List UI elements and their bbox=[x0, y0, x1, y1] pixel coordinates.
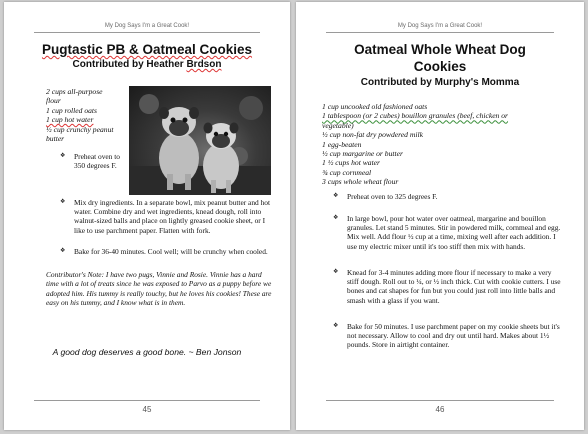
ingredient: 1 cup uncooked old fashioned oats bbox=[322, 102, 428, 111]
ingredient: ½ cup margarine or butter bbox=[322, 149, 403, 159]
ingredient: ½ cup non-fat dry powdered milk bbox=[322, 130, 423, 140]
ingredient: 1 cup rolled oats bbox=[46, 105, 97, 115]
pugs-illustration bbox=[129, 86, 271, 195]
recipe-title: Oatmeal Whole Wheat Dog bbox=[354, 42, 526, 57]
ingredient: 1 ½ cups hot water bbox=[322, 158, 381, 168]
page-number: 45 bbox=[142, 405, 152, 414]
ingredient-list bbox=[322, 102, 508, 187]
ingredient-list bbox=[46, 87, 113, 143]
ingredient: 1 tablespoon (or 2 cubes) bouillon granules (beef, chicken or bbox=[322, 111, 509, 121]
bullet-icon: ❖ bbox=[60, 199, 66, 205]
bullet-icon: ❖ bbox=[333, 269, 339, 275]
bullet-icon: ❖ bbox=[60, 248, 66, 254]
page-quote: A good dog deserves a good bone. ~ Ben Jonson bbox=[52, 347, 242, 357]
recipe-step: Preheat oven to 350 degrees F. bbox=[74, 152, 120, 171]
recipe-title: Pugtastic PB & Oatmeal Cookies bbox=[41, 42, 253, 57]
recipe-byline: Contributed by Heather Brdson bbox=[72, 59, 222, 70]
recipe-step: Preheat oven to 325 degrees F. bbox=[347, 192, 438, 201]
contributor-note: Contributor's Note: I have two pugs, Vinnie and Rosie. Vinnie has a hard time with a lot of treats since he was exposed to Parvo as a puppy before we adopted him. His tummy is really touchy, but he loves his cookies! These are easy on his tummy, and I know what is in them. bbox=[46, 270, 272, 308]
page-number: 46 bbox=[435, 405, 445, 414]
recipe-step: In large bowl, pour hot water over oatmeal, margarine and bouillon granules. Let stand 5 minutes. Stir in powdered milk, cornmeal and egg. Mix well. Add flour ½ cup at a time, mixing well after each addition. I use my electric mixer until it's too stiff then mix with hands. bbox=[347, 214, 561, 251]
bullet-icon: ❖ bbox=[333, 193, 339, 199]
recipe-title-line2: Cookies bbox=[413, 59, 467, 74]
footer-divider bbox=[326, 400, 554, 401]
recipe-step: ❖ Bake for 36-40 minutes. Cool well; will be crunchy when cooled. bbox=[60, 247, 268, 256]
recipe-step: Knead for 3-4 minutes adding more flour if necessary to make a very stiff dough. Roll out to ¼, or ½ inch thick. Cut with cookie cutters. I use bones and cat shapes for fun but you could just roll into little balls and smash with a glass if you want. bbox=[347, 268, 561, 305]
page-46 bbox=[296, 2, 584, 430]
ingredient: ¾ cup cornmeal bbox=[322, 167, 372, 177]
running-header: My Dog Says I'm a Great Cook! bbox=[104, 23, 190, 29]
ingredient: 2 cups all-purpose bbox=[46, 87, 103, 96]
ingredient: ½ cup crunchy peanut bbox=[46, 124, 114, 134]
recipe-step: Bake for 50 minutes. I use parchment paper on my cookie sheets but it's not necessary. Allow to cool and dry out until hard. Makes about 1½ pounds. Store in airtight container. bbox=[347, 322, 560, 350]
ingredient: butter bbox=[46, 134, 65, 144]
bullet-icon: ❖ bbox=[60, 153, 66, 159]
ingredient: 1 cup hot water bbox=[46, 115, 94, 125]
footer-divider bbox=[34, 400, 260, 401]
header-divider bbox=[34, 32, 260, 33]
bullet-icon: ❖ bbox=[333, 215, 339, 221]
page-45 bbox=[4, 2, 290, 430]
ingredient: vegetable) bbox=[322, 120, 354, 130]
pugs-photo bbox=[129, 86, 271, 195]
ingredient: flour bbox=[46, 96, 61, 106]
ingredient: 3 cups whole wheat flour bbox=[322, 177, 399, 187]
recipe-step: Mix dry ingredients. In a separate bowl, mix peanut butter and hot water. Combine dry and wet ingredients, knead dough, roll into walnut-sized balls and place on lightly greased cookie sheet, or I like to use parchment paper. Flatten with fork. bbox=[74, 198, 271, 235]
bullet-icon: ❖ bbox=[333, 323, 339, 329]
running-header: My Dog Says I'm a Great Cook! bbox=[397, 23, 483, 29]
recipe-byline: Contributed by Murphy's Momma bbox=[360, 77, 520, 88]
header-divider bbox=[326, 32, 554, 33]
ingredient: 1 egg-beaten bbox=[322, 139, 362, 149]
